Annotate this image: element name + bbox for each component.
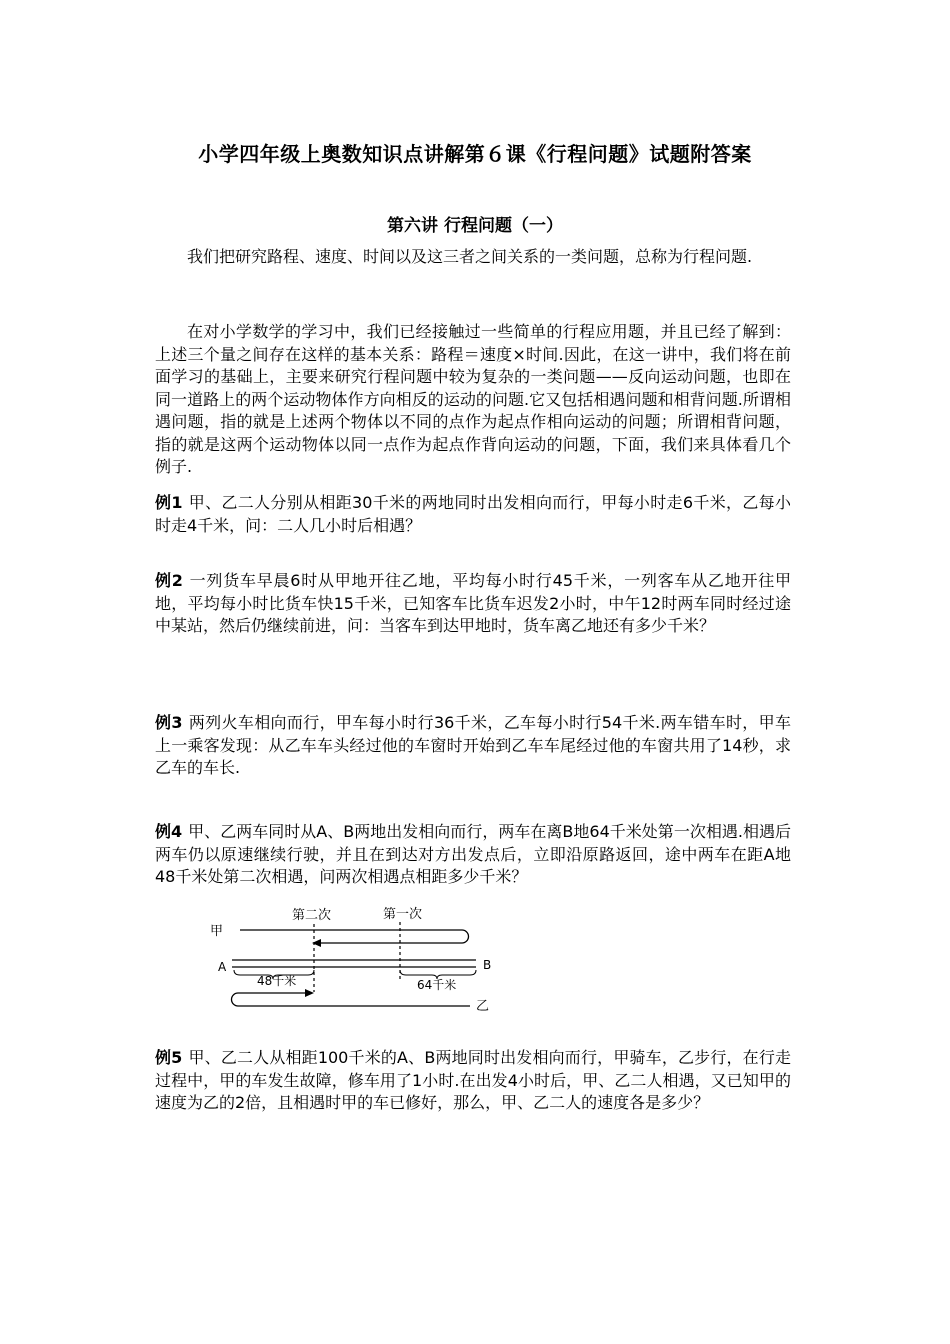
example-text: 甲、乙二人从相距100千米的A、B两地同时出发相向而行，甲骑车，乙步行，在行走过程中，甲的车发生故障，修车用了1小时.在出发4小时后，甲、乙二人相遇，又已知甲的速度为乙的2倍，且相遇时甲的车已修好，那么，甲、乙二人的速度各是多少？ [155,1048,791,1112]
lecture-title: 第六讲 行程问题（一） [387,216,563,236]
example-label: 例4 [155,822,183,841]
example-label: 例2 [155,571,183,590]
label-first-meet: 第一次 [383,907,423,922]
yi-path [232,993,471,1006]
meeting-diagram [200,900,510,1020]
example-1 [155,492,791,537]
intro-paragraph-2: 在对小学数学的学习中，我们已经接触过一些简单的行程应用题，并且已经了解到：上述三个量之间存在这样的基本关系：路程＝速度×时间.因此，在这一讲中，我们将在前面学习的基础上，主要来研究行程问题中较为复杂的一类问题——反向运动问题，也即在同一道路上的两个运动物体作方向相反的运动的问题.它又包括相遇问题和相背问题.所谓相遇问题，指的就是上述两个物体以不同的点作为起点作相向运动的问题；所谓相背问题，指的就是这两个运动物体以同一点作为起点作背向运动的问题，下面，我们来具体看几个例子. [155,322,791,476]
label-dist-b: 64千米 [417,978,457,992]
example-text: 一列货车早晨6时从甲地开往乙地，平均每小时行45千米，一列客车从乙地开往甲地，平均每小时比货车快15千米，已知客车比货车迟发2小时，中午12时两车同时经过途中某站，然后仍继续前进，问：当客车到达甲地时，货车离乙地还有多少千米？ [155,571,791,635]
label-point-b: B [483,958,492,972]
label-jia: 甲 [210,924,224,939]
example-label: 例1 [155,493,183,512]
jia-path [240,930,469,943]
example-4 [155,821,791,889]
jia-arrow [312,939,321,947]
label-point-a: A [218,960,227,974]
example-2 [155,570,791,638]
intro-paragraph-1: 我们把研究路程、速度、时间以及这三者之间关系的一类问题，总称为行程问题. [187,247,753,266]
example-label: 例3 [155,713,183,732]
example-label: 例5 [155,1048,183,1067]
example-text: 两列火车相向而行，甲车每小时行36千米，乙车每小时行54千米.两车错车时，甲车上一乘客发现：从乙车车头经过他的车窗时开始到乙车车尾经过他的车窗共用了14秒，求乙车的车长. [155,713,791,777]
label-dist-a: 48千米 [257,974,297,988]
example-text: 甲、乙二人分别从相距30千米的两地同时出发相向而行，甲每小时走6千米，乙每小时走4千米，问：二人几小时后相遇？ [155,493,791,535]
document-title: 小学四年级上奥数知识点讲解第６课《行程问题》试题附答案 [198,142,752,166]
yi-arrow [305,989,314,997]
example-3 [155,712,791,780]
example-text: 甲、乙两车同时从A、B两地出发相向而行，两车在离B地64千米处第一次相遇.相遇后两车仍以原速继续行驶，并且在到达对方出发点后，立即沿原路返回，途中两车在距A地48千米处第二次相遇，问两次相遇点相距多少千米？ [155,822,791,886]
example-5 [155,1047,791,1115]
label-yi: 乙 [476,999,490,1014]
label-second-meet: 第二次 [292,908,332,923]
